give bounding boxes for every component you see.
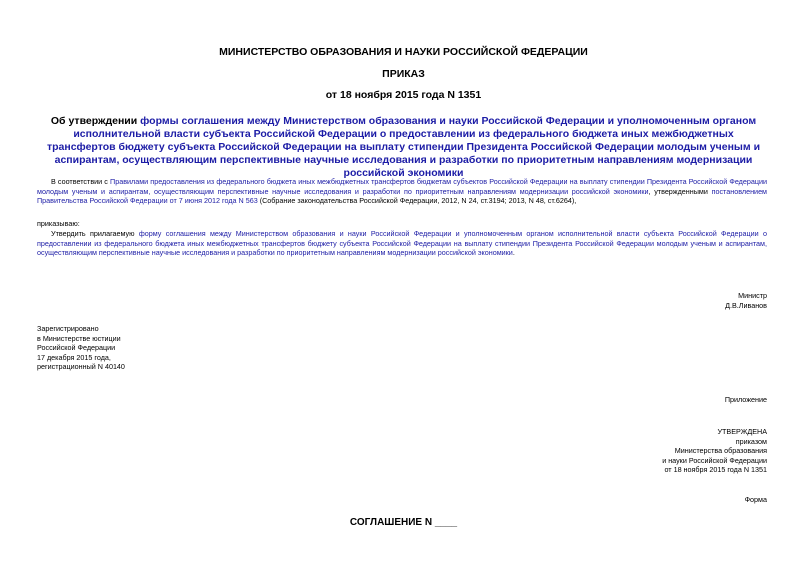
registration-line: в Министерстве юстиции [37,333,121,343]
approved-line: и науки Российской Федерации [662,455,767,465]
registration-line: регистрационный N 40140 [37,362,125,371]
government-decree-link[interactable]: постановлением Правительства Российской Федерации от 7 июня 2012 года N 563 [37,186,768,205]
order-subject [40,115,767,180]
rules-link[interactable]: Правилами предоставления из федерального бюджета иных межбюджетных трансфертов бюджетам субъектов Российской Федерации на выплату стипендии Президента Российской Федерации молодым ученым и аспирантам, осуществляющим перспективные научные исследования и разработки по приоритетным направлениям модернизации российской экономики [37,177,768,196]
basis-suffix: (Собрание законодательства Российской Федерации, 2012, N 24, ст.3194; 2013, N 48, ст.6264), [257,196,577,205]
agreement-title: СОГЛАШЕНИЕ N ____ [349,517,458,528]
approved-line: от 18 ноября 2015 года N 1351 [664,465,767,474]
approve-prefix: Утвердить прилагаемую [51,229,139,238]
approve-suffix: . [512,248,515,257]
subject-form-link[interactable]: формы соглашения между Министерством образования и науки Российской Федерации и уполномоченным органом исполнительной власти субъекта Российской Федерации о предоставлении из федерального бюджета иных межбюджетных трансфертов бюджету субъекта Российской Федерации на выплату стипендии Президента Российской Федерации молодым ученым и аспирантам, осуществляющим перспективные научные исследования и разработки по приоритетным направлениям модернизации российской экономики [46,115,761,179]
ministry-title: МИНИСТЕРСТВО ОБРАЗОВАНИЯ И НАУКИ РОССИЙСКОЙ ФЕДЕРАЦИИ [219,46,588,58]
registration-line: 17 декабря 2015 года, [37,352,111,362]
signature-block [725,291,767,310]
approved-line: УТВЕРЖДЕНА [717,427,767,436]
signature-name: Д.В.Ливанов [725,300,767,310]
registration-line: Зарегистрировано [37,324,99,333]
approved-line: Министерства образования [674,446,767,455]
registration-line: Российской Федерации [37,343,116,352]
approved-form-link[interactable]: форму соглашения между Министерством образования и науки Российской Федерации и уполномоченным органом исполнительной власти субъекта Российской Федерации о предоставлении из федерального бюджета иных межбюджетных трансфертов бюджету субъекта Российской Федерации на выплату стипендии Президента Российской Федерации молодым ученым и аспирантам, осуществляющим перспективные научные исследования и разработки по приоритетным направлениям модернизации российской экономики [37,229,767,257]
basis-middle: , утвержденными [648,186,712,196]
registration-block [37,324,125,372]
subject-prefix: Об утверждении [50,115,141,127]
approved-block [662,427,767,475]
signature-position: Министр [738,291,767,300]
order-date-number: от 18 ноября 2015 года N 1351 [325,89,482,101]
appendix-label: Приложение [724,395,767,404]
document-type: ПРИКАЗ [382,68,425,80]
approve-paragraph [37,229,767,258]
approved-line: приказом [735,436,767,446]
order-word: приказываю: [37,219,80,228]
basis-prefix: В соответствии с [51,177,111,186]
form-label: Форма [744,495,767,504]
legal-basis-paragraph [37,177,767,206]
